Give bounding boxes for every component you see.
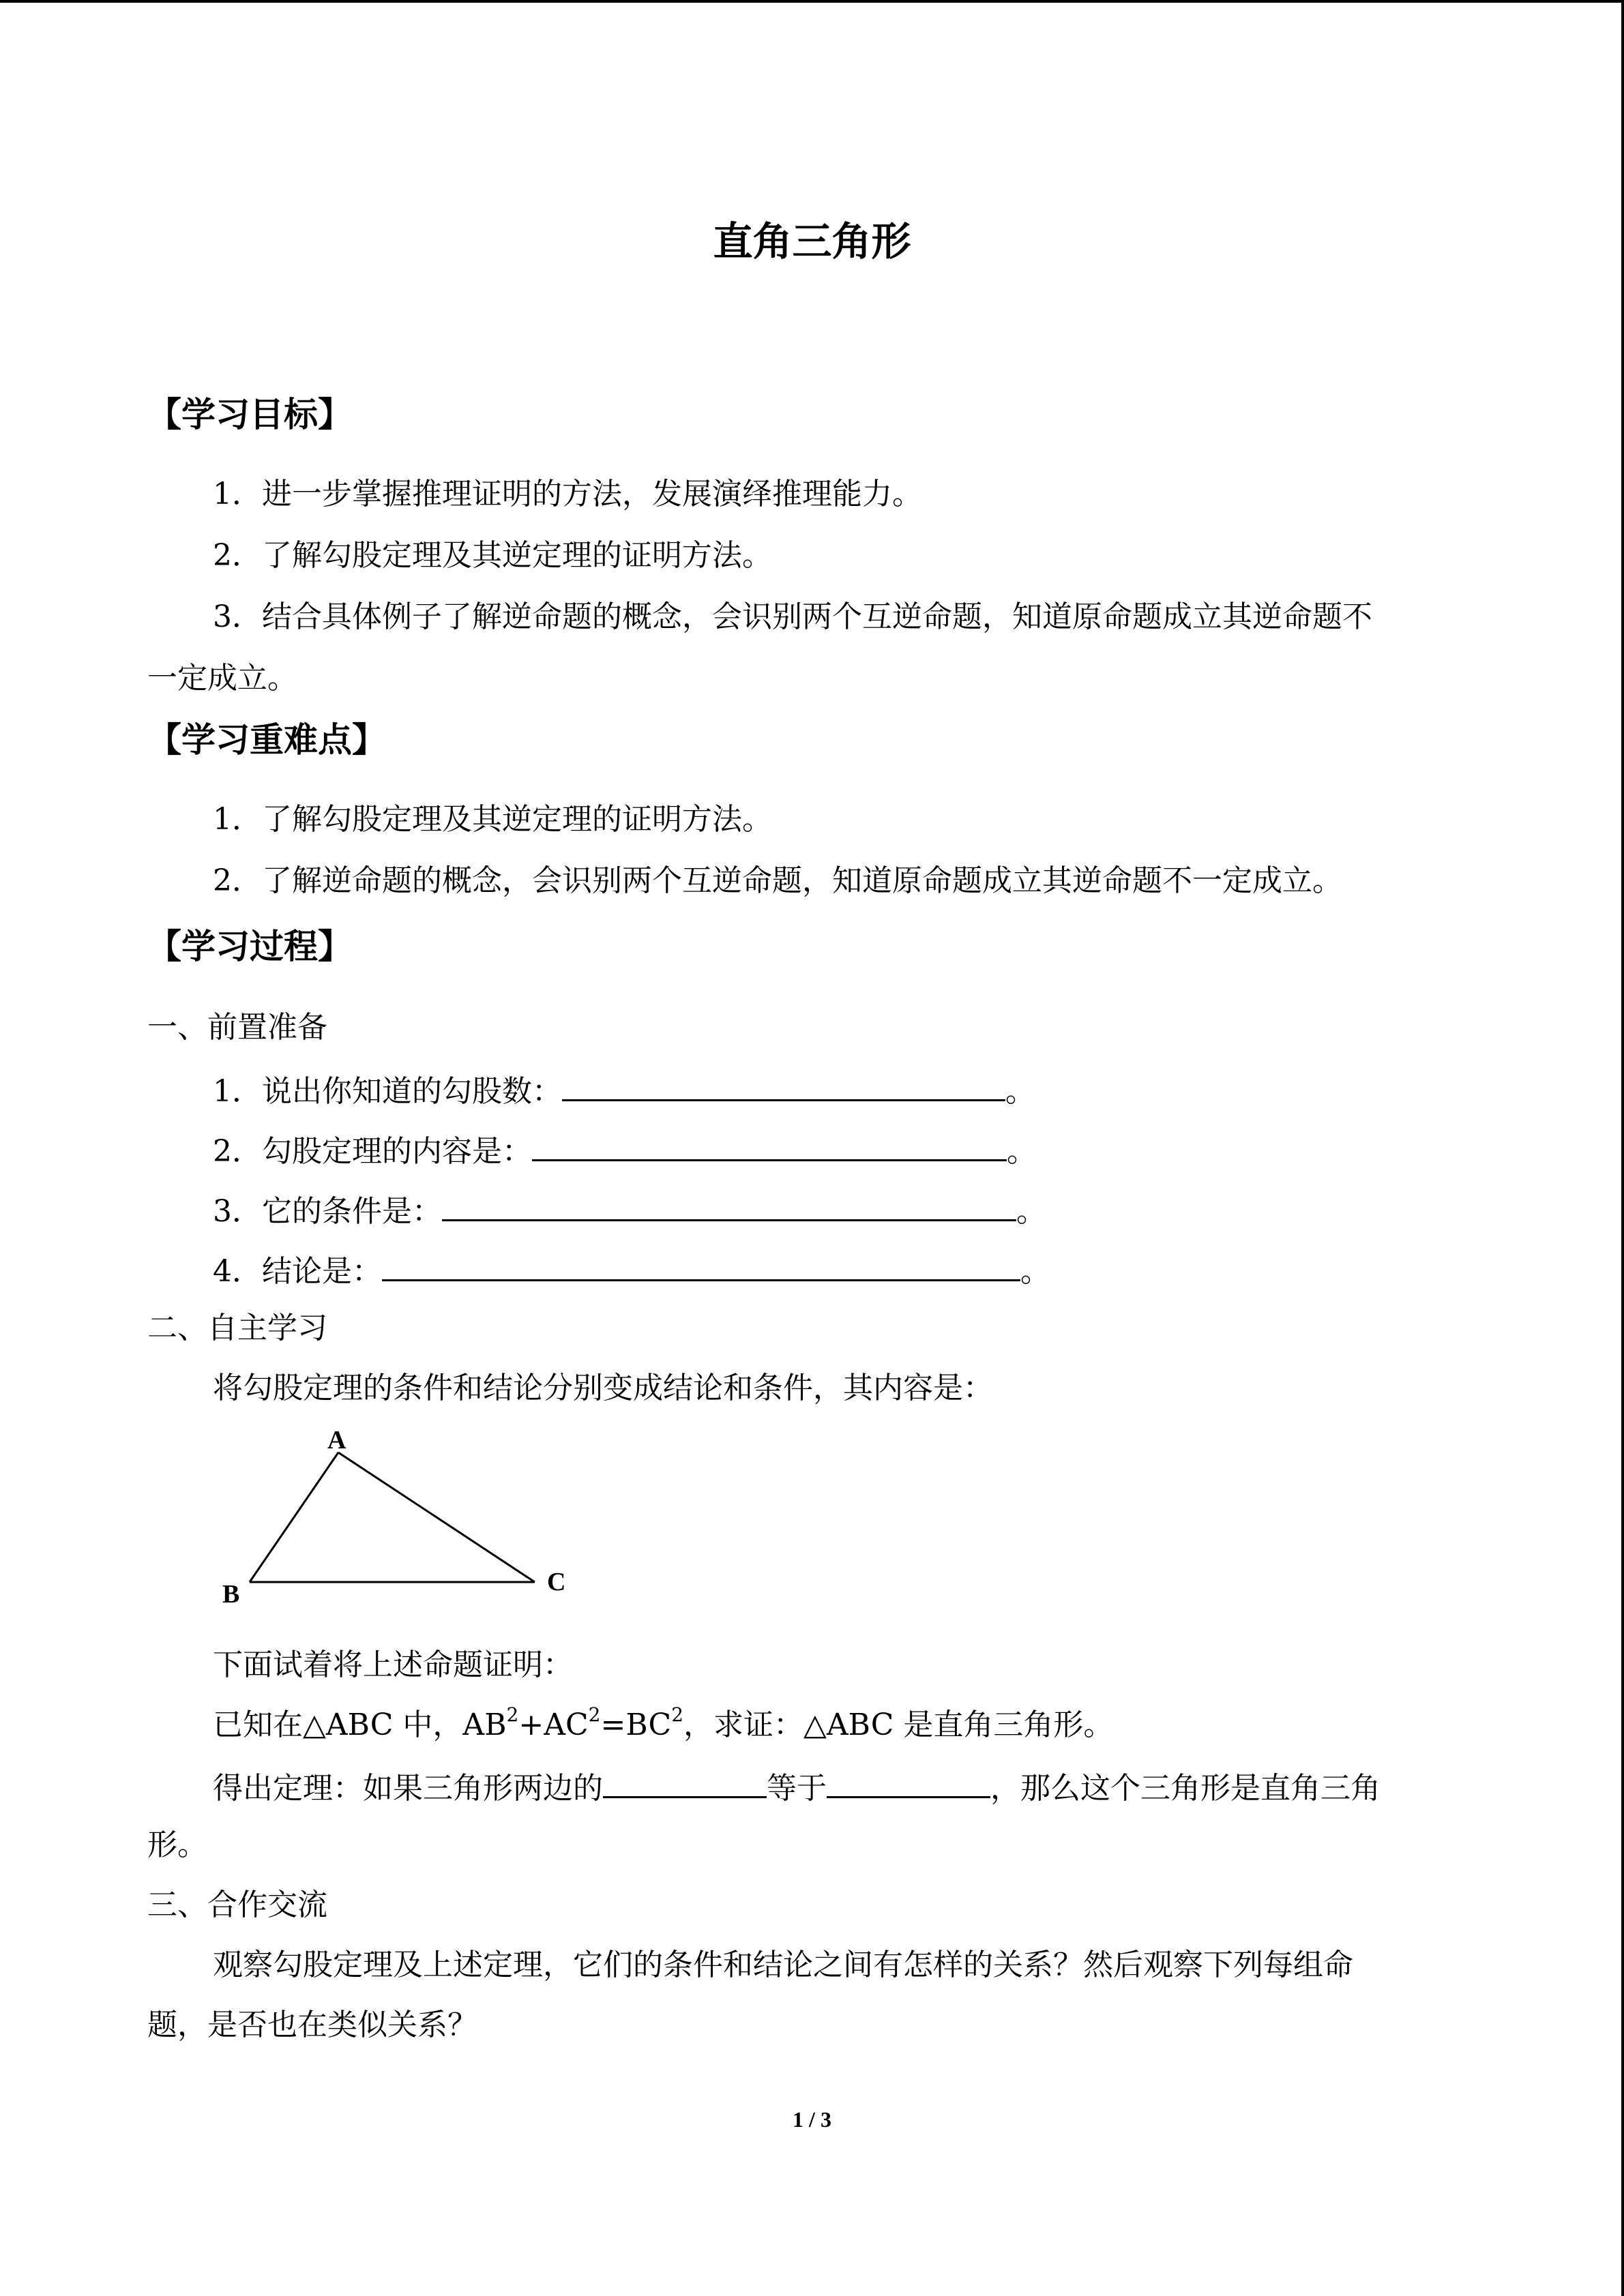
- period: 。: [1016, 1194, 1046, 1229]
- triangle-side-ab: [250, 1452, 338, 1582]
- page-border-right: [1621, 0, 1624, 2296]
- goal-item-2: 2．了解勾股定理及其逆定理的证明方法。: [213, 538, 772, 573]
- triangle-figure: [205, 1418, 614, 1616]
- answer-blank-1[interactable]: [562, 1068, 1005, 1101]
- vertex-label-b: B: [222, 1580, 240, 1609]
- superscript-2: 2: [506, 1703, 519, 1727]
- theorem-text-2: 等于: [767, 1771, 827, 1806]
- question-2-text: 2．勾股定理的内容是：: [213, 1134, 532, 1169]
- vertex-label-c: C: [547, 1568, 566, 1596]
- theorem-text-3: ，那么这个三角形是直角三角: [990, 1771, 1381, 1806]
- question-4: [213, 1248, 1050, 1292]
- keypoint-item-2: 2．了解逆命题的概念，会识别两个互逆命题，知道原命题成立其逆命题不一定成立。: [213, 863, 1342, 898]
- superscript-2: 2: [588, 1703, 601, 1727]
- period: 。: [1020, 1254, 1050, 1289]
- question-3: [213, 1188, 1046, 1232]
- part2-intro: 将勾股定理的条件和结论分别变成结论和条件，其内容是：: [213, 1371, 993, 1405]
- answer-blank-4[interactable]: [382, 1248, 1020, 1281]
- given-text-4: ，求证：△ABC 是直角三角形。: [683, 1708, 1114, 1742]
- question-1-text: 1．说出你知道的勾股数：: [213, 1074, 562, 1109]
- answer-blank-3[interactable]: [442, 1188, 1016, 1221]
- keypoints-heading: 【学习重难点】: [147, 719, 386, 760]
- question-1: [213, 1068, 1035, 1112]
- part3-line-1: 观察勾股定理及上述定理，它们的条件和结论之间有怎样的关系？然后观察下列每组命: [213, 1948, 1353, 1982]
- goal-item-3-cont: 一定成立。: [147, 661, 297, 696]
- part3-line-2: 题，是否也在类似关系？: [147, 2008, 477, 2042]
- theorem-end: 形。: [147, 1828, 207, 1862]
- part2-heading: 二、自主学习: [147, 1311, 327, 1345]
- page-border-top: [0, 0, 1624, 3]
- keypoint-item-1: 1．了解勾股定理及其逆定理的证明方法。: [213, 802, 772, 837]
- triangle-side-ac: [338, 1452, 535, 1582]
- part3-heading: 三、合作交流: [147, 1888, 327, 1922]
- period: 。: [1007, 1134, 1037, 1169]
- page-title: 直角三角形: [713, 218, 911, 265]
- prove-intro: 下面试着将上述命题证明：: [213, 1648, 573, 1682]
- answer-blank-2[interactable]: [532, 1128, 1007, 1161]
- process-heading: 【学习过程】: [147, 926, 352, 966]
- question-4-text: 4．结论是：: [213, 1254, 382, 1289]
- given-text-3: =BC: [600, 1708, 672, 1742]
- given-text-1: 已知在△ABC 中，AB: [213, 1708, 507, 1742]
- given-statement: [213, 1705, 1113, 1746]
- goal-item-3: 3．结合具体例子了解逆命题的概念，会识别两个互逆命题，知道原命题成立其逆命题不: [213, 599, 1372, 634]
- superscript-2: 2: [671, 1703, 684, 1727]
- goal-item-1: 1．进一步掌握推理证明的方法，发展演绎推理能力。: [213, 477, 922, 511]
- theorem-blank-1[interactable]: [603, 1765, 767, 1798]
- theorem-blank-2[interactable]: [827, 1765, 990, 1798]
- page-number: 1 / 3: [793, 2107, 831, 2132]
- period: 。: [1005, 1074, 1035, 1109]
- question-3-text: 3．它的条件是：: [213, 1194, 442, 1229]
- question-2: [213, 1128, 1037, 1172]
- vertex-label-a: A: [327, 1426, 346, 1455]
- theorem-statement: [213, 1765, 1381, 1809]
- theorem-text-1: 得出定理：如果三角形两边的: [213, 1771, 603, 1806]
- part1-heading: 一、前置准备: [147, 1010, 327, 1045]
- given-text-2: +AC: [518, 1708, 589, 1742]
- goals-heading: 【学习目标】: [147, 394, 352, 434]
